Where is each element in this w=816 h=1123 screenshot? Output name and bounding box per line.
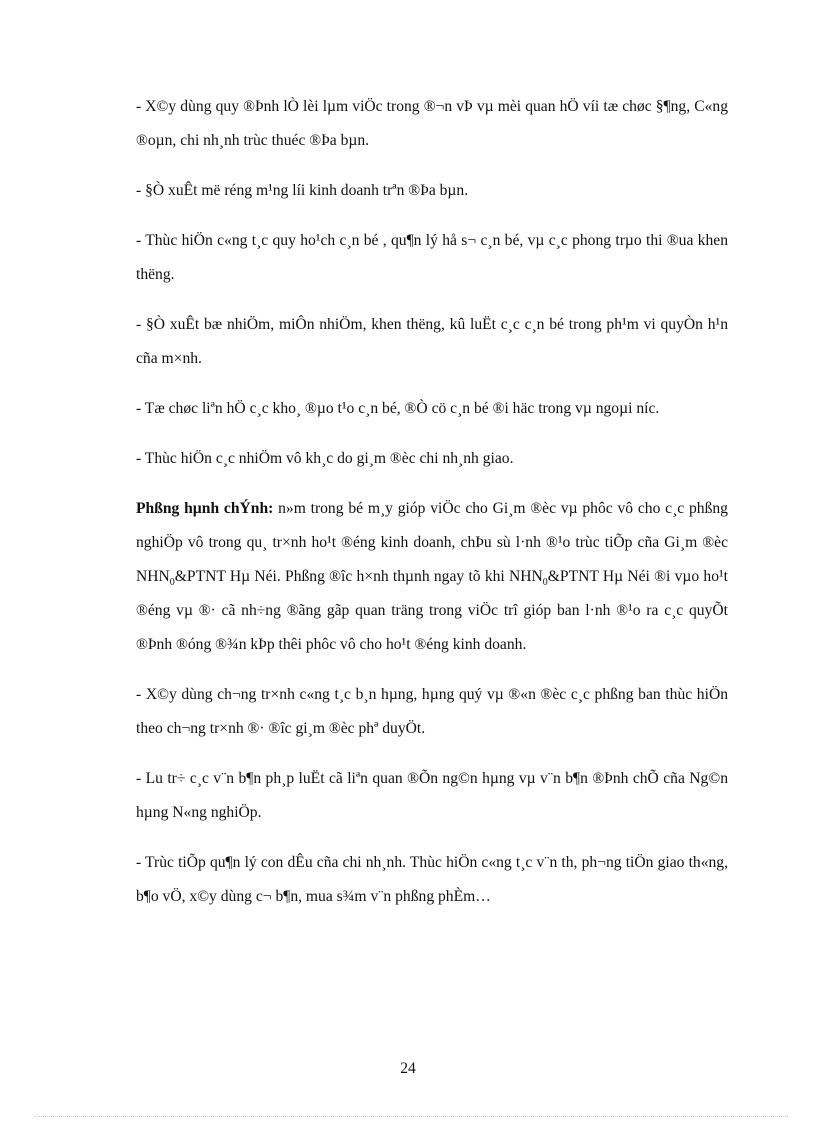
paragraph-3: - Thùc hiÖn c«ng t¸c quy ho¹ch c¸n bé , qu¶n lý hå s¬ c¸n bé, vµ c¸c phong trµo thi ®ua khen thëng. <box>136 232 728 283</box>
page-number: 24 <box>400 1060 416 1077</box>
paragraph-10: - Trùc tiÕp qu¶n lý con dÊu cña chi nh¸nh. Thùc hiÖn c«ng t¸c v¨n th, ph¬ng tiÖn giao th«ng, b¶o vÖ, x©y dùng c¬ b¶n, mua s¾m v¨n phßng phÈm… <box>136 854 728 905</box>
paragraph-5: - Tæ chøc liªn hÖ c¸c kho¸ ®µo t¹o c¸n bé, ®Ò cö c¸n bé ®i häc trong vµ ngoµi níc. <box>136 400 660 417</box>
paragraph-6: - Thùc hiÖn c¸c nhiÖm vô kh¸c do gi¸m ®èc chi nh¸nh giao. <box>136 450 514 467</box>
paragraph-admin-department <box>136 492 728 662</box>
paragraph-text-continued: &PTNT Hµ Néi. Phßng ®îc h×nh thµnh ngay tõ khi NHN <box>174 568 543 585</box>
paragraph-2: - §Ò xuÊt më réng m¹ng líi kinh doanh trªn ®Þa bµn. <box>136 182 469 199</box>
paragraph-1: - X©y dùng quy ®Þnh lÒ lèi lµm viÖc trong ®¬n vÞ vµ mèi quan hÖ víi tæ chøc §¶ng, C«ng ®oµn, chi nh¸nh trùc thuéc ®Þa bµn. <box>136 98 728 149</box>
paragraph-9: - Lu tr÷ c¸c v¨n b¶n ph¸p luËt cã liªn quan ®Õn ng©n hµng vµ v¨n b¶n ®Þnh chÕ cña Ng©n hµng N«ng nghiÖp. <box>136 770 728 821</box>
subscript: 0 <box>542 577 548 589</box>
paragraph-text-end: &PTNT Hµ Néi ®i vµo ho¹t ®éng vµ ®· cã nh÷ng ®ãng gãp quan träng trong viÖc trî gióp ban l·nh ®¹o ra c¸c quyÕt ®Þnh ®óng ®¾n kÞp thêi phôc vô cho ho¹t ®éng kinh doanh. <box>136 568 728 653</box>
paragraph-text: n»m trong bé m¸y gióp viÖc cho Gi¸m ®èc vµ phôc vô cho c¸c phßng nghiÖp vô trong qu¸ tr×nh ho¹t ®éng kinh doanh, chÞu sù l·nh ®¹o trùc tiÕp cña Gi¸m ®èc NHN <box>136 500 728 585</box>
page-bottom-border <box>34 1116 788 1117</box>
section-heading: Phßng hµnh chÝnh: <box>136 500 274 517</box>
subscript: 0 <box>169 577 175 589</box>
paragraph-8: - X©y dùng ch¬ng tr×nh c«ng t¸c b¸n hµng, hµng quý vµ ®«n ®èc c¸c phßng ban thùc hiÖn theo ch¬ng tr×nh ®· ®îc gi¸m ®èc phª duyÖt. <box>136 686 728 737</box>
paragraph-4: - §Ò xuÊt bæ nhiÖm, miÔn nhiÖm, khen thëng, kû luËt c¸c c¸n bé trong ph¹m vi quyÒn h¹n cña m×nh. <box>136 316 728 367</box>
document-body <box>136 90 728 930</box>
